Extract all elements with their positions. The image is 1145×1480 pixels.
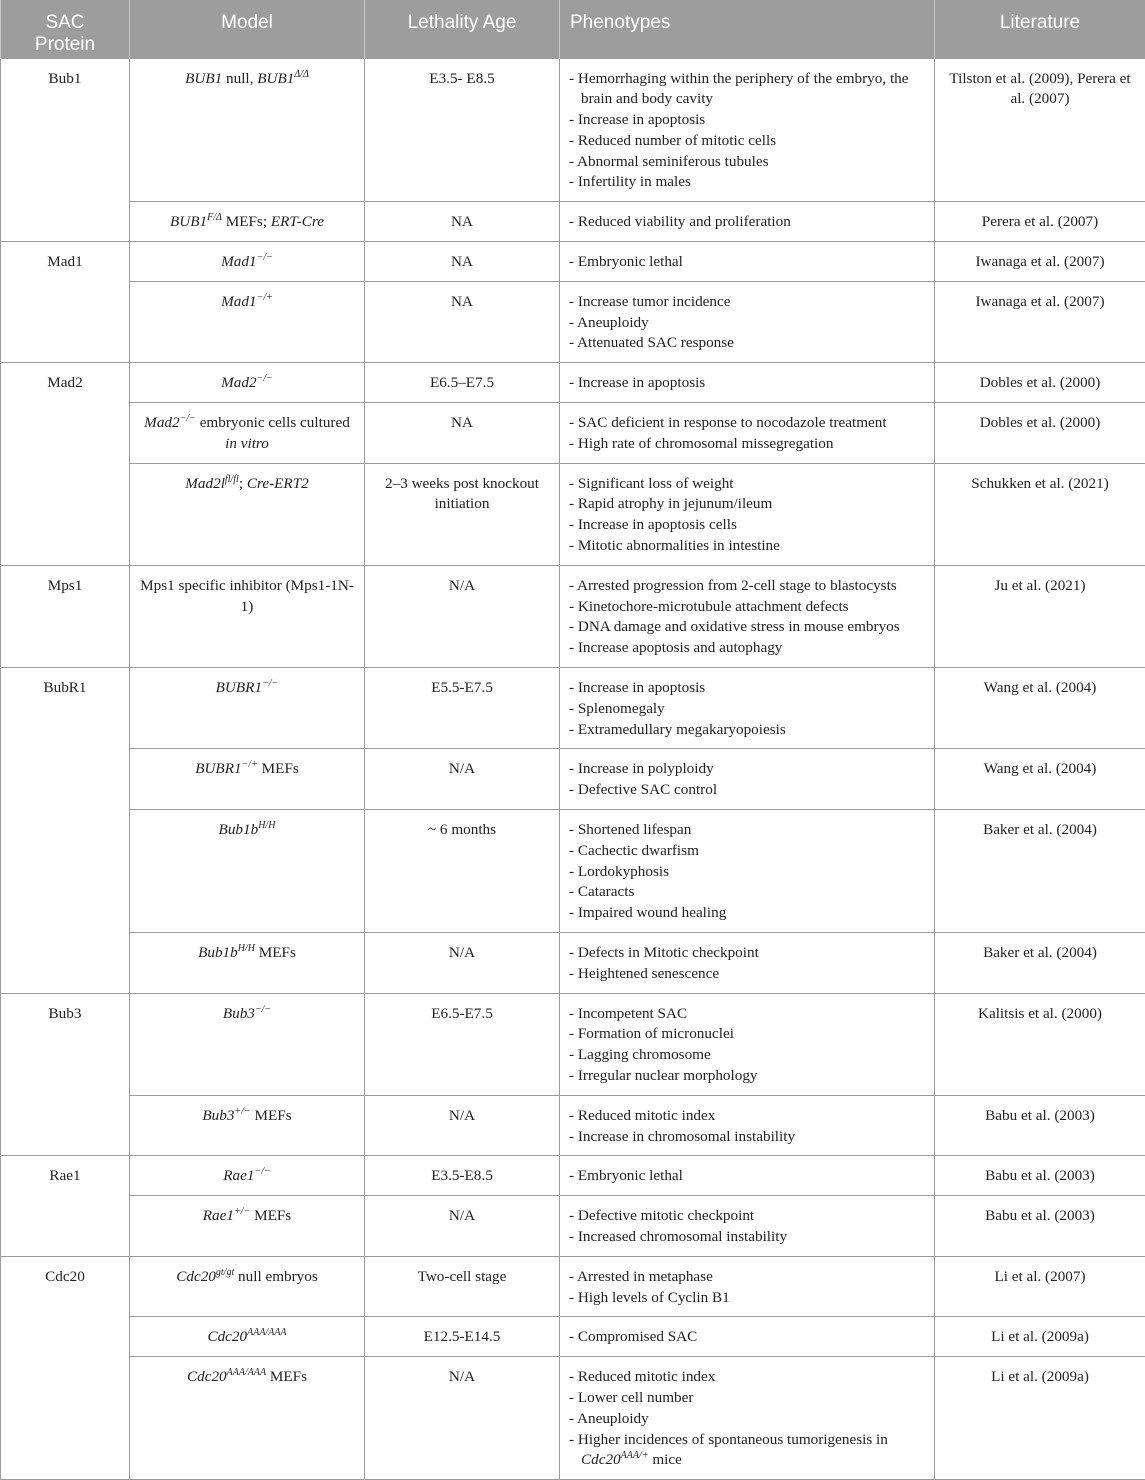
phenotype-item: - Defective mitotic checkpoint (569, 1206, 925, 1227)
cell-literature: Li et al. (2009a) (935, 1317, 1145, 1357)
phenotype-item: - Extramedullary megakaryopoiesis (569, 720, 925, 741)
text-run: Cre-ERT2 (247, 475, 309, 492)
table-row (1, 993, 1145, 1095)
cell-phenotypes (560, 668, 935, 749)
phenotype-item: - DNA damage and oxidative stress in mouse embryos (569, 617, 925, 638)
cell-phenotypes (560, 281, 935, 362)
phenotype-item: - Reduced number of mitotic cells (569, 131, 925, 152)
text-run: Mad1 (221, 293, 256, 310)
cell-phenotypes (560, 1317, 935, 1357)
text-run: Mad2l (185, 475, 225, 492)
phenotype-item: - High rate of chromosomal missegregation (569, 434, 925, 455)
header-phenotypes: Phenotypes (560, 0, 935, 58)
superscript-genotype: −/+ (257, 292, 273, 303)
text-run: in vitro (225, 435, 269, 452)
phenotype-item: - Reduced mitotic index (569, 1106, 925, 1127)
cell-lethality-age: E3.5-E8.5 (365, 1156, 560, 1196)
superscript-genotype: Δ/Δ (294, 69, 309, 80)
phenotype-item: - Increase tumor incidence (569, 292, 925, 313)
cell-lethality-age: E6.5-E7.5 (365, 993, 560, 1095)
cell-model (130, 1357, 365, 1480)
cell-model (130, 463, 365, 565)
table-header (1, 0, 1145, 58)
cell-literature: Perera et al. (2007) (935, 202, 1145, 242)
table-row (1, 565, 1145, 667)
phenotype-item: - Reduced mitotic index (569, 1367, 925, 1388)
phenotype-item: - Heightened senescence (569, 964, 925, 985)
text-run: Mad2 (221, 374, 256, 391)
cell-lethality-age: NA (365, 202, 560, 242)
cell-phenotypes (560, 749, 935, 810)
cell-model (130, 810, 365, 933)
phenotype-item: - Increase in chromosomal instability (569, 1127, 925, 1148)
cell-lethality-age: N/A (365, 1095, 560, 1156)
superscript-genotype: −/− (257, 252, 273, 263)
phenotype-item: - Mitotic abnormalities in intestine (569, 536, 925, 557)
cell-model (130, 933, 365, 994)
superscript-genotype: H/H (238, 943, 255, 954)
cell-phenotypes (560, 403, 935, 464)
phenotype-item: - Significant loss of weight (569, 474, 925, 495)
superscript-genotype: fl/fl (225, 474, 239, 485)
superscript-genotype: +/− (234, 1206, 250, 1217)
cell-phenotypes (560, 1357, 935, 1480)
header-sac-protein: SAC Protein (1, 0, 130, 58)
phenotype-item: - Aneuploidy (569, 1409, 925, 1430)
table-row (1, 1156, 1145, 1196)
phenotype-item: - Increase in apoptosis (569, 110, 925, 131)
table-row (1, 281, 1145, 362)
text-run: null embryos (234, 1268, 318, 1285)
superscript-genotype: −/− (255, 1004, 271, 1015)
cell-sac-protein: Bub3 (1, 993, 130, 1156)
text-run: BUB1 (170, 213, 207, 230)
cell-model (130, 1256, 365, 1317)
table-row (1, 242, 1145, 282)
phenotype-item: - Cachectic dwarfism (569, 841, 925, 862)
cell-phenotypes (560, 58, 935, 202)
table-row (1, 202, 1145, 242)
cell-literature: Ju et al. (2021) (935, 565, 1145, 667)
cell-literature: Babu et al. (2003) (935, 1095, 1145, 1156)
cell-literature: Iwanaga et al. (2007) (935, 242, 1145, 282)
text-run: Mad1 (221, 253, 256, 270)
phenotype-item: - Hemorrhaging within the periphery of the embryo, the brain and body cavity (569, 69, 925, 111)
cell-model (130, 202, 365, 242)
phenotype-item: - Formation of micronuclei (569, 1024, 925, 1045)
phenotype-item: - Embryonic lethal (569, 1166, 925, 1187)
phenotype-item: - Infertility in males (569, 172, 925, 193)
cell-lethality-age: E12.5-E14.5 (365, 1317, 560, 1357)
superscript-genotype: H/H (258, 820, 275, 831)
cell-phenotypes (560, 363, 935, 403)
cell-literature: Baker et al. (2004) (935, 933, 1145, 994)
cell-lethality-age: N/A (365, 749, 560, 810)
text-run: - Higher incidences of spontaneous tumorigenesis in (569, 1431, 888, 1448)
cell-lethality-age: ~ 6 months (365, 810, 560, 933)
text-run: ; (239, 475, 247, 492)
phenotype-item: - High levels of Cyclin B1 (569, 1288, 925, 1309)
phenotype-item: - Reduced viability and proliferation (569, 212, 925, 233)
text-run: MEFs (266, 1368, 307, 1385)
cell-model (130, 993, 365, 1095)
cell-phenotypes (560, 202, 935, 242)
text-run: BUBR1 (216, 679, 262, 696)
text-run: ERT-Cre (271, 213, 324, 230)
cell-lethality-age: Two-cell stage (365, 1256, 560, 1317)
cell-literature: Li et al. (2009a) (935, 1357, 1145, 1480)
phenotype-item: - Increase apoptosis and autophagy (569, 638, 925, 659)
cell-phenotypes (560, 565, 935, 667)
cell-lethality-age: NA (365, 403, 560, 464)
cell-lethality-age: E3.5- E8.5 (365, 58, 560, 202)
cell-literature: Dobles et al. (2000) (935, 363, 1145, 403)
superscript-genotype: AAA/AAA (247, 1327, 286, 1338)
table-row (1, 810, 1145, 933)
cell-model (130, 1317, 365, 1357)
phenotype-item: - Aneuploidy (569, 313, 925, 334)
phenotype-item: - Cataracts (569, 882, 925, 903)
table-row (1, 58, 1145, 202)
cell-literature: Babu et al. (2003) (935, 1156, 1145, 1196)
phenotype-item: - Splenomegaly (569, 699, 925, 720)
phenotype-item: - Impaired wound healing (569, 903, 925, 924)
text-run: Bub1b (198, 944, 238, 961)
text-run: Rae1 (223, 1167, 254, 1184)
cell-lethality-age: N/A (365, 1357, 560, 1480)
cell-sac-protein: Rae1 (1, 1156, 130, 1256)
table-row (1, 1256, 1145, 1317)
phenotype-item: - Increase in apoptosis cells (569, 515, 925, 536)
cell-model (130, 565, 365, 667)
phenotype-item: - Kinetochore-microtubule attachment defects (569, 597, 925, 618)
text-run: Bub3 (223, 1005, 255, 1022)
cell-literature: Wang et al. (2004) (935, 749, 1145, 810)
cell-model (130, 1156, 365, 1196)
superscript-genotype: gt/gt (216, 1267, 234, 1278)
text-run: MEFs (258, 760, 299, 777)
text-run: BUB1 (257, 70, 294, 87)
phenotype-item: - Arrested progression from 2-cell stage to blastocysts (569, 576, 925, 597)
cell-phenotypes (560, 993, 935, 1095)
header-model: Model (130, 0, 365, 58)
cell-literature: Baker et al. (2004) (935, 810, 1145, 933)
superscript-genotype: AAA/+ (621, 1450, 649, 1461)
cell-literature: Babu et al. (2003) (935, 1196, 1145, 1257)
phenotype-item: - Compromised SAC (569, 1327, 925, 1348)
cell-literature: Li et al. (2007) (935, 1256, 1145, 1317)
table-row (1, 463, 1145, 565)
cell-phenotypes (560, 242, 935, 282)
text-run: BUBR1 (195, 760, 241, 777)
table-body (1, 58, 1145, 1480)
cell-sac-protein: BubR1 (1, 668, 130, 994)
text-run: Cdc20 (187, 1368, 227, 1385)
cell-literature: Wang et al. (2004) (935, 668, 1145, 749)
superscript-genotype: −/− (262, 678, 278, 689)
text-run: embryonic cells cultured (196, 414, 350, 431)
superscript-genotype: −/− (257, 373, 273, 384)
table-row (1, 363, 1145, 403)
phenotype-item: - Increased chromosomal instability (569, 1227, 925, 1248)
phenotype-item: - Lower cell number (569, 1388, 925, 1409)
cell-literature: Dobles et al. (2000) (935, 403, 1145, 464)
table-row (1, 668, 1145, 749)
phenotype-item: - Abnormal seminiferous tubules (569, 152, 925, 173)
phenotype-item (569, 1430, 925, 1472)
phenotype-item: - Defective SAC control (569, 780, 925, 801)
phenotype-item: - Increase in apoptosis (569, 373, 925, 394)
text-run: Rae1 (203, 1207, 234, 1224)
cell-model (130, 363, 365, 403)
text-run: Cdc20 (176, 1268, 216, 1285)
phenotype-item: - Arrested in metaphase (569, 1267, 925, 1288)
superscript-genotype: F/Δ (207, 212, 222, 223)
table-row (1, 1196, 1145, 1257)
text-run: MEFs; (222, 213, 271, 230)
phenotype-item: - Increase in apoptosis (569, 678, 925, 699)
cell-phenotypes (560, 1196, 935, 1257)
cell-model (130, 749, 365, 810)
text-run: null, (222, 70, 257, 87)
cell-lethality-age: E6.5–E7.5 (365, 363, 560, 403)
cell-literature: Kalitsis et al. (2000) (935, 993, 1145, 1095)
table-row (1, 749, 1145, 810)
text-run: MEFs (250, 1207, 291, 1224)
cell-phenotypes (560, 1256, 935, 1317)
phenotype-item: - Lordokyphosis (569, 862, 925, 883)
cell-phenotypes (560, 810, 935, 933)
superscript-genotype: +/− (234, 1106, 250, 1117)
table-row (1, 1317, 1145, 1357)
cell-model (130, 668, 365, 749)
cell-sac-protein: Cdc20 (1, 1256, 130, 1479)
cell-model (130, 58, 365, 202)
cell-phenotypes (560, 463, 935, 565)
table-row (1, 1357, 1145, 1480)
header-literature: Literature (935, 0, 1145, 58)
text-run: Mps1 specific inhibitor (Mps1-1N-1) (140, 577, 354, 615)
cell-literature: Tilston et al. (2009), Perera et al. (2007) (935, 58, 1145, 202)
cell-literature: Schukken et al. (2021) (935, 463, 1145, 565)
phenotype-item: - Lagging chromosome (569, 1045, 925, 1066)
cell-lethality-age: 2–3 weeks post knockout initiation (365, 463, 560, 565)
cell-model (130, 281, 365, 362)
text-run: Bub1b (219, 821, 259, 838)
phenotype-item: - Increase in polyploidy (569, 759, 925, 780)
table-row (1, 933, 1145, 994)
cell-model (130, 1196, 365, 1257)
phenotype-item: - Embryonic lethal (569, 252, 925, 273)
cell-model (130, 403, 365, 464)
cell-lethality-age: N/A (365, 565, 560, 667)
superscript-genotype: −/− (254, 1166, 270, 1177)
header-row (1, 0, 1145, 58)
cell-sac-protein: Mad2 (1, 363, 130, 566)
cell-phenotypes (560, 1156, 935, 1196)
cell-model (130, 1095, 365, 1156)
cell-lethality-age: NA (365, 242, 560, 282)
text-run: mice (649, 1451, 682, 1468)
cell-model (130, 242, 365, 282)
text-run: Bub3 (202, 1107, 234, 1124)
cell-phenotypes (560, 933, 935, 994)
text-run: Mad2 (144, 414, 179, 431)
phenotype-item: - Rapid atrophy in jejunum/ileum (569, 494, 925, 515)
cell-sac-protein: Mps1 (1, 565, 130, 667)
superscript-genotype: −/+ (242, 759, 258, 770)
cell-phenotypes (560, 1095, 935, 1156)
table-row (1, 403, 1145, 464)
cell-lethality-age: NA (365, 281, 560, 362)
phenotype-item: - Attenuated SAC response (569, 333, 925, 354)
phenotype-item: - Shortened lifespan (569, 820, 925, 841)
header-lethality-age: Lethality Age (365, 0, 560, 58)
cell-lethality-age: N/A (365, 933, 560, 994)
table-row (1, 1095, 1145, 1156)
text-run: BUB1 (185, 70, 222, 87)
phenotype-item: - Defects in Mitotic checkpoint (569, 943, 925, 964)
cell-lethality-age: E5.5-E7.5 (365, 668, 560, 749)
text-run: Cdc20 (207, 1328, 247, 1345)
cell-sac-protein: Mad1 (1, 242, 130, 363)
phenotype-item: - Irregular nuclear morphology (569, 1066, 925, 1087)
text-run: MEFs (251, 1107, 292, 1124)
cell-sac-protein: Bub1 (1, 58, 130, 242)
superscript-genotype: −/− (180, 413, 196, 424)
phenotype-item: - Incompetent SAC (569, 1004, 925, 1025)
text-run: MEFs (255, 944, 296, 961)
phenotype-item: - SAC deficient in response to nocodazole treatment (569, 413, 925, 434)
text-run: Cdc20 (581, 1451, 621, 1468)
cell-literature: Iwanaga et al. (2007) (935, 281, 1145, 362)
superscript-genotype: AAA/AAA (227, 1367, 266, 1378)
cell-lethality-age: N/A (365, 1196, 560, 1257)
